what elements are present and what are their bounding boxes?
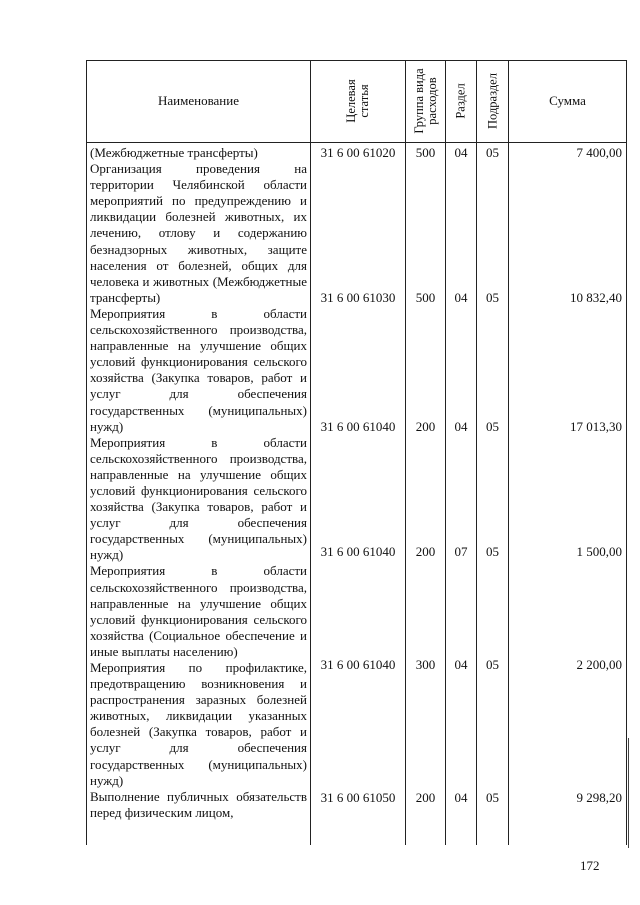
row-subsection-2: 05 <box>486 419 499 434</box>
row-target-0: 31 6 00 61020 <box>320 145 396 160</box>
scan-edge-line <box>628 738 629 848</box>
row-section-5: 04 <box>454 790 468 805</box>
header-subsection <box>477 60 508 142</box>
header-sum: Сумма <box>549 93 586 108</box>
header-name: Наименование <box>158 93 239 108</box>
header-bottom-border <box>86 142 626 143</box>
row-group-2: 200 <box>415 419 436 434</box>
row-group-4: 300 <box>415 657 436 672</box>
row-target-1: 31 6 00 61030 <box>320 290 396 305</box>
col-border-2 <box>405 60 406 845</box>
row-target-3: 31 6 00 61040 <box>320 544 396 559</box>
row-text-4: Мероприятия в области сельскохозяйственного производства, направленные на улучшение общих условий функционирования сельского хозяйства (Социальное обеспечение и иные выплаты населению) <box>90 563 307 659</box>
row-sum-2: 17 013,30 <box>570 419 622 434</box>
row-subsection-1: 05 <box>486 290 499 305</box>
header-group-label: Группа вида расходов <box>411 68 439 134</box>
row-group-0: 500 <box>415 145 436 160</box>
row-text-6: Выполнение публичных обязательств перед физическим лицом, <box>90 788 307 820</box>
row-sum-1: 10 832,40 <box>570 290 622 305</box>
row-text-5: Мероприятия по профилактике, предотвращению возникновения и распространения заразных болезней животных, ликвидации указанных болезней (Закупка товаров, работ и услуг для обеспечения государственных (муниципальных) нужд) <box>90 660 307 788</box>
row-text-3: Мероприятия в области сельскохозяйственного производства, направленные на улучшение общих условий функционирования сельского хозяйства (Закупка товаров, работ и услуг для обеспечения государственных (муниципальных) нужд) <box>90 434 307 563</box>
row-group-3: 200 <box>415 544 436 559</box>
row-section-3: 07 <box>454 544 468 559</box>
row-subsection-5: 05 <box>486 790 499 805</box>
row-text-2: Мероприятия в области сельскохозяйственного производства, направленные на улучшение общих условий функционирования сельского хозяйства (Закупка товаров, работ и услуг для обеспечения государственных (муниципальных) нужд) <box>90 305 307 434</box>
row-group-5: 200 <box>415 790 436 805</box>
header-group <box>406 60 445 142</box>
page-number: 172 <box>580 858 600 873</box>
row-section-2: 04 <box>454 419 468 434</box>
row-sum-0: 7 400,00 <box>576 145 622 160</box>
row-subsection-3: 05 <box>486 544 499 559</box>
row-sum-5: 9 298,20 <box>576 790 622 805</box>
col-border-4 <box>476 60 477 845</box>
row-subsection-0: 05 <box>486 145 499 160</box>
row-text-0: (Межбюджетные трансферты) <box>90 145 258 160</box>
row-text-1: Организация проведения на территории Челябинской области мероприятий по предупреждению и ликвидации болезней животных, их лечению, отлову и содержанию безнадзорных животных, защите населения от болезней, общих для человека и животных (Межбюджетные трансферты) <box>90 161 307 305</box>
header-subsection-label: Подраздел <box>485 73 499 129</box>
row-section-0: 04 <box>454 145 468 160</box>
row-section-1: 04 <box>454 290 468 305</box>
col-border-0 <box>86 60 87 845</box>
row-section-4: 04 <box>454 657 468 672</box>
row-target-2: 31 6 00 61040 <box>320 419 396 434</box>
row-sum-3: 1 500,00 <box>576 544 622 559</box>
col-border-1 <box>310 60 311 845</box>
col-border-6 <box>626 60 627 845</box>
row-target-5: 31 6 00 61050 <box>320 790 396 805</box>
name-column <box>90 145 307 821</box>
row-target-4: 31 6 00 61040 <box>320 657 396 672</box>
header-target-label: Целевая статья <box>344 79 371 123</box>
header-section <box>446 60 476 142</box>
header-section-label: Раздел <box>453 83 468 119</box>
header-target <box>311 60 405 142</box>
row-sum-4: 2 200,00 <box>576 657 622 672</box>
col-border-3 <box>445 60 446 845</box>
col-border-5 <box>508 60 509 845</box>
row-group-1: 500 <box>415 290 436 305</box>
row-subsection-4: 05 <box>486 657 499 672</box>
